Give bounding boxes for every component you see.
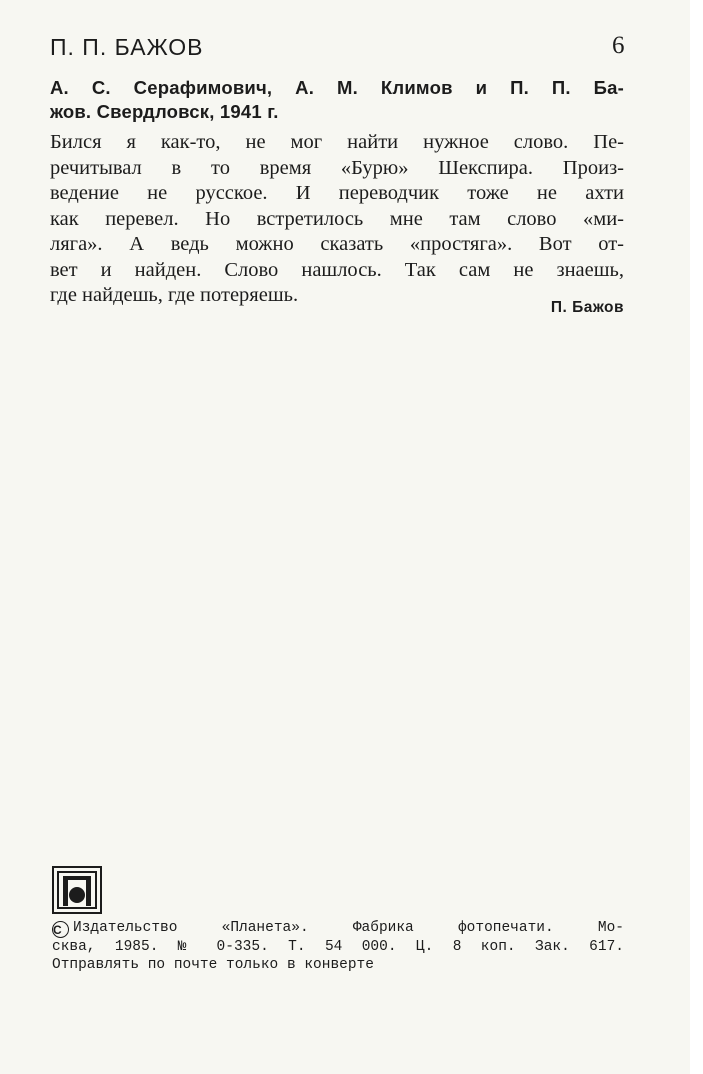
scan-margin: [690, 0, 703, 1074]
caption-line: жов. Свердловск, 1941 г.: [50, 101, 279, 122]
quote-line: ляга». А ведь можно сказать «простяга». Вот от-: [50, 233, 624, 255]
imprint: [52, 919, 624, 974]
quote-signature: П. Бажов: [550, 299, 624, 316]
photo-caption: [50, 76, 624, 124]
quote-line: как перевел. Но встретилось мне там слово «ми-: [50, 207, 624, 230]
publisher-logo-icon: [52, 866, 102, 914]
imprint-line: Отправлять по почте только в конверте: [52, 957, 374, 973]
quote-line: где найдешь, где потеряешь.: [50, 284, 299, 306]
page-number: 6: [612, 32, 625, 59]
page-title: П. П. БАЖОВ: [50, 34, 204, 60]
quote-line: Бился я как-то, не мог найти нужное слово. Пе-: [50, 131, 624, 153]
quote-line: ведение не русское. И переводчик тоже не ахти: [50, 182, 624, 204]
imprint-line: [52, 919, 624, 938]
quote-line: вет и найден. Слово нашлось. Так сам не знаешь,: [50, 258, 624, 281]
quote-line: речитывал в то время «Бурю» Шекспира. Произ-: [50, 156, 624, 179]
quote-text: [50, 130, 624, 309]
caption-line: А. С. Серафимович, А. М. Климов и П. П. Ба-: [50, 77, 624, 98]
copyright-icon: С: [52, 921, 69, 938]
imprint-text: Издательство «Планета». Фабрика фотопечати. Мо-: [73, 920, 624, 936]
imprint-line: сква, 1985. № 0-335. Т. 54 000. Ц. 8 коп. Зак. 617.: [52, 939, 624, 955]
